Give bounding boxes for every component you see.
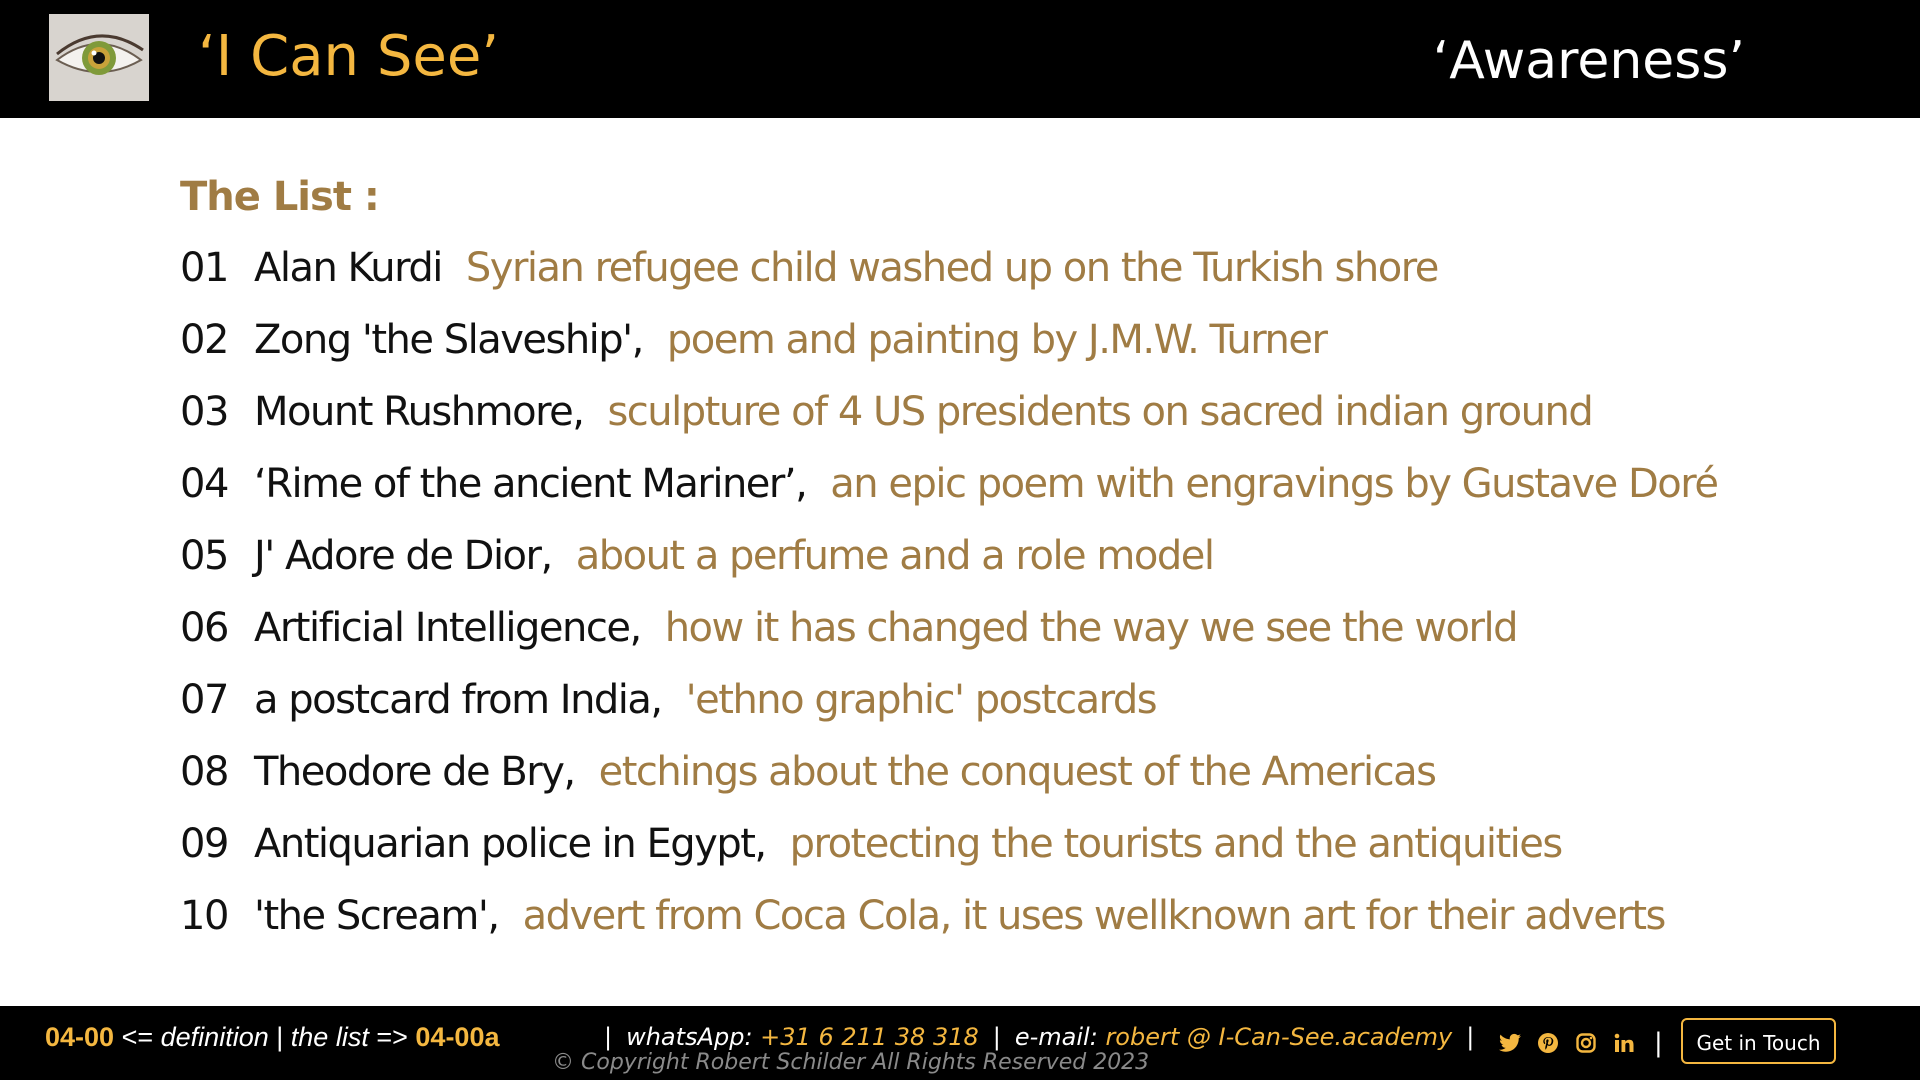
whatsapp-link[interactable]: +31 6 211 38 318	[760, 1023, 979, 1051]
list-item[interactable]	[180, 888, 1717, 960]
item-number: 05	[180, 533, 228, 579]
footer-bar	[0, 1006, 1920, 1080]
divider: |	[992, 1023, 1001, 1051]
copyright-notice: © Copyright Robert Schilder All Rights Reserved 2023	[552, 1050, 1150, 1075]
list-item[interactable]	[180, 600, 1717, 672]
eye-icon[interactable]	[49, 14, 149, 101]
get-in-touch-button[interactable]: Get in Touch	[1681, 1018, 1836, 1064]
item-description: poem and painting by J.M.W. Turner	[666, 317, 1327, 363]
nav-divider: |	[276, 1022, 284, 1052]
list-item[interactable]	[180, 384, 1717, 456]
item-title[interactable]: ‘Rime of the ancient Mariner’,	[254, 461, 807, 507]
item-description: etchings about the conquest of the Americas	[598, 749, 1436, 795]
list-item[interactable]	[180, 312, 1717, 384]
list-item[interactable]	[180, 672, 1717, 744]
section-title: ‘Awareness’	[1432, 31, 1745, 91]
list-item[interactable]	[180, 816, 1717, 888]
item-title[interactable]: a postcard from India,	[254, 677, 662, 723]
divider: |	[1654, 1028, 1663, 1058]
item-title[interactable]: 'the Scream',	[254, 893, 499, 939]
whatsapp-label: whatsApp:	[626, 1023, 753, 1051]
item-description: sculpture of 4 US presidents on sacred indian ground	[607, 389, 1593, 435]
item-description: advert from Coca Cola, it uses wellknown art for their adverts	[522, 893, 1665, 939]
page-navigation	[45, 1020, 499, 1054]
list-item[interactable]	[180, 240, 1717, 312]
item-number: 09	[180, 821, 228, 867]
instagram-icon[interactable]	[1572, 1029, 1600, 1057]
item-description: 'ethno graphic' postcards	[685, 677, 1157, 723]
list-heading: The List :	[180, 174, 379, 220]
item-description: Syrian refugee child washed up on the Turkish shore	[465, 245, 1438, 291]
divider: |	[604, 1023, 613, 1051]
item-description: protecting the tourists and the antiquities	[789, 821, 1562, 867]
item-number: 08	[180, 749, 228, 795]
prev-arrow: <=	[121, 1022, 154, 1052]
prev-page-link[interactable]: 04-00	[45, 1022, 115, 1052]
item-number: 03	[180, 389, 228, 435]
item-number: 07	[180, 677, 228, 723]
next-arrow: =>	[376, 1022, 408, 1052]
item-number: 06	[180, 605, 228, 651]
item-title[interactable]: Mount Rushmore,	[254, 389, 584, 435]
item-description: how it has changed the way we see the world	[664, 605, 1517, 651]
linkedin-icon[interactable]	[1610, 1029, 1638, 1057]
list-item[interactable]	[180, 528, 1717, 600]
item-number: 02	[180, 317, 228, 363]
item-title[interactable]: Theodore de Bry,	[254, 749, 575, 795]
pinterest-icon[interactable]	[1534, 1029, 1562, 1057]
social-links	[1496, 1028, 1663, 1058]
item-number: 10	[180, 893, 228, 939]
item-description: about a perfume and a role model	[575, 533, 1214, 579]
item-number: 04	[180, 461, 228, 507]
item-title[interactable]: J' Adore de Dior,	[254, 533, 552, 579]
prev-label: definition	[160, 1022, 269, 1052]
site-title[interactable]: ‘I Can See’	[198, 24, 500, 89]
item-title[interactable]: Artificial Intelligence,	[254, 605, 641, 651]
current-label: the list	[290, 1022, 369, 1052]
list-item[interactable]	[180, 456, 1717, 528]
email-label: e-mail:	[1014, 1023, 1098, 1051]
email-link[interactable]: robert @ I-Can-See.academy	[1105, 1023, 1453, 1051]
item-description: an epic poem with engravings by Gustave Doré	[830, 461, 1718, 507]
item-title[interactable]: Alan Kurdi	[254, 245, 442, 291]
list-item[interactable]	[180, 744, 1717, 816]
header-bar	[0, 0, 1920, 118]
item-title[interactable]: Zong 'the Slaveship',	[254, 317, 643, 363]
divider: |	[1466, 1023, 1475, 1051]
item-title[interactable]: Antiquarian police in Egypt,	[254, 821, 766, 867]
topic-list	[180, 240, 1717, 960]
next-page-link[interactable]: 04-00a	[415, 1022, 500, 1052]
item-number: 01	[180, 245, 228, 291]
twitter-icon[interactable]	[1496, 1029, 1524, 1057]
